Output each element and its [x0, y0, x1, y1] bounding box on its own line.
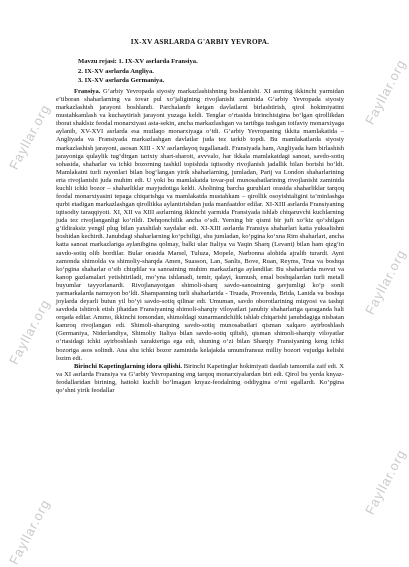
document-body	[56, 88, 344, 395]
plan-item: 2. IX-XV asrlarda Angliya.	[78, 67, 154, 75]
watermark: Fayllar.org	[362, 246, 409, 318]
paragraph	[56, 363, 344, 395]
watermark: Fayllar.org	[362, 446, 409, 518]
paragraph	[56, 88, 344, 363]
watermark: Fayllar.org	[362, 56, 409, 128]
paragraph-lead: Birinchi Kapetinglarning idora qilishi.	[74, 362, 182, 370]
page-title: IX-XV ASRLARDA G'ARBIY YEVROPA.	[130, 38, 270, 46]
paragraph-lead: Fransiya.	[74, 88, 101, 95]
plan-item: 3. IX-XV asrlarda Germaniya.	[78, 77, 165, 85]
watermark: Fayllar.org	[6, 296, 53, 368]
watermark: Fayllar.org	[6, 101, 53, 173]
paragraph-text: G‘arbiy Yevropada siyosiy markazlashishning boshlanishi. XI asrning ikkinchi yarmidan e’tiboran shaharlarning va tovar pul xo’jaligining rivojlanishi zaminida G‘arbiy Yevropada siyosiy markazlashish jarayoni boshlandi. Parchalanib ketgan davlatlarni birlashtirish, qirol hokimiyatini mustahkamlash va kuchaytirish jarayoni yuzaga keldi. Tenglar o‘rtasida birinchisigina bo‘lgan qirollikdan iborat shaklsiz feodal monarxiyasi asta-sekin, ancha markazlashgan va tartibga tushgan toifaviy monarxiyaga aylanib, XV-XVI asrlarda esa mutlaqo monarxiyaga o‘tdi. G‘arbiy Yevropaning ikkita mamlakatida – Angliyada va Fransiyada markazlashgan davlatlar juda tez tarkib topdi. Bu mamlakatlarda siyosiy markazlashish jarayoni, asosan XIII - XV asrlardayoq tugallanadi. Fransiyada ham, Angliyada ham birlashish jarayoniga qulaylik tug‘dirgan tarixiy shart-sharoit, avvvalo, har ikkala mamlakatdagi sanoat, savdo-sotiq sohasida, shaharlar va ichki bozorning tashkil topishida iqtisodiy rivojlanish jadallik bilan borishi bo‘ldi. Mamlakatni turli rayonlari bilan bog‘langan yirik shaharlarning, jumladan, Parij va London shaharlarining erta rivojlanishi juda muhim edi. U yoki bu mamlakatda tovar-pul munosabatlarining rivojlanishi zaminida kuchli ichki bozor – shaharliklar mayjudotiga keldi. Aholining barcha guruhlari orasida shaharliklar tarqoq feodal monarxiyasini tepaga chiqarishga va mamlakatda mustahkam – qirollik osoyishtaligini ta’minlashga qurbi etadigan markazlashgan qirollikka aylantirishdan juda manfaatdor edilar. XI-XIII asrlarda Fransiyaning iqtisodiy taraqqiyoti. XI, XII va XIII asrlarning ikkinchi yarmida Fransiyada ishlab chiqaruvchi kuchlarning juda tez rivojlanganligi ko‘rildi. Dehqonchilik ancha o‘sdi. Yerning bir qismi bir juft xo‘kiz qo‘shilgan g‘ildiraksiz yengil plug bilan yaxshilab xaydalar edi. XI-XIII asrlarda Fransiya shaharlari katta yuksalishni boshidan kechirdi. Janubdagi shaharlarning ko‘pchiligi, shu jumladan, ko‘pgina ko‘xna Rim shaharlari, ancha katta sanoat markazlariga aylanibgina qolmay, balki ular Italiya va Yaqin Sharq (Levant) bilan ham qizg‘in savdo-sotiq olib bordilar. Bular orasida Marsel, Tuluza, Mopele, Narbonna alohida ajralib turardi. Ayni zamonda shimolda va shimoliy-sharqda Amen, Suasson, Lan, Sanlis, Bove, Ruan, Reyms, Trua va boshqa ko‘pgina shaharlar o‘sib chiqdilar va sanoatning muhim markazlariga aylandilar. Bu shaharlarda movut va kanop gazlamalari yetishtiriladi, mo’yna ishlanadi, temir, qalayi, kumush, emal boshqalardan turli metall buyumlar tayyorlanardi. Rivojlanayotgan shimoli-sharq savdo-sanoatning gavjumligi ko‘p sonli yarmarkalarda namoyon bo‘ldi. Shampanning turli shaharlarida - Truada, Provenda, Brida, Lanida va boshqa joylarda deyarli butun yil bo‘yi savdo-sotiq qilinar edi. Umuman, savdo oborotlarining miqyosi va tashqi savdoda ishtirok etish jihatdan Fransiyaning shimoli-sharqiy viloyatlari janubiy shaharlariga qaraganda hali orqada edilar. Ammo, ikkinchi tomondan, shimoldagi xunarmandchilik ishlab chiqarishi janubdagiga nisbatan kamroq rivojlangan edi. Shimoli-sharqning savdo-sotiq munosabatlari qisman xalqaro ayirboshlash (Germaniya, Niderlandiya, Shimoliy Italiya bilan savdo-sotiq qilish), qisman shimoli-sharqiy viloyatlar o‘rtasidagi ichki ayirboshlash xarakteriga ega edi, shuning o‘zi bilan Sharqiy Fransiyaning keng ichki bozoriga asos solindi. Ana shu ichki bozor zaminida kelajakda umumfransuz milliy bozori vujudga kelishi lozim edi.	[56, 88, 344, 362]
paragraph-text: Birinchi Kapetinglar hokimiyati dastlab tamomila zaif edi. X va XI asrlarda Fransiya va G‘arbiy Yevropaning eng tarqoq monarxiyalardan biri edi. Qirol bu yerda knyaz-feodallaridan birining, hattoki kuchli bo‘lmagan knyaz-feodalning oddiygina o‘rni egallardi. Ko‘pgina qo‘shni yirik feodallar	[56, 362, 344, 394]
watermark: Fayllar.org	[6, 496, 53, 567]
plan-item: Mavzu rejasi: 1. IX-XV asrlarda Fransiya.	[78, 58, 198, 65]
lesson-plan	[78, 57, 198, 86]
